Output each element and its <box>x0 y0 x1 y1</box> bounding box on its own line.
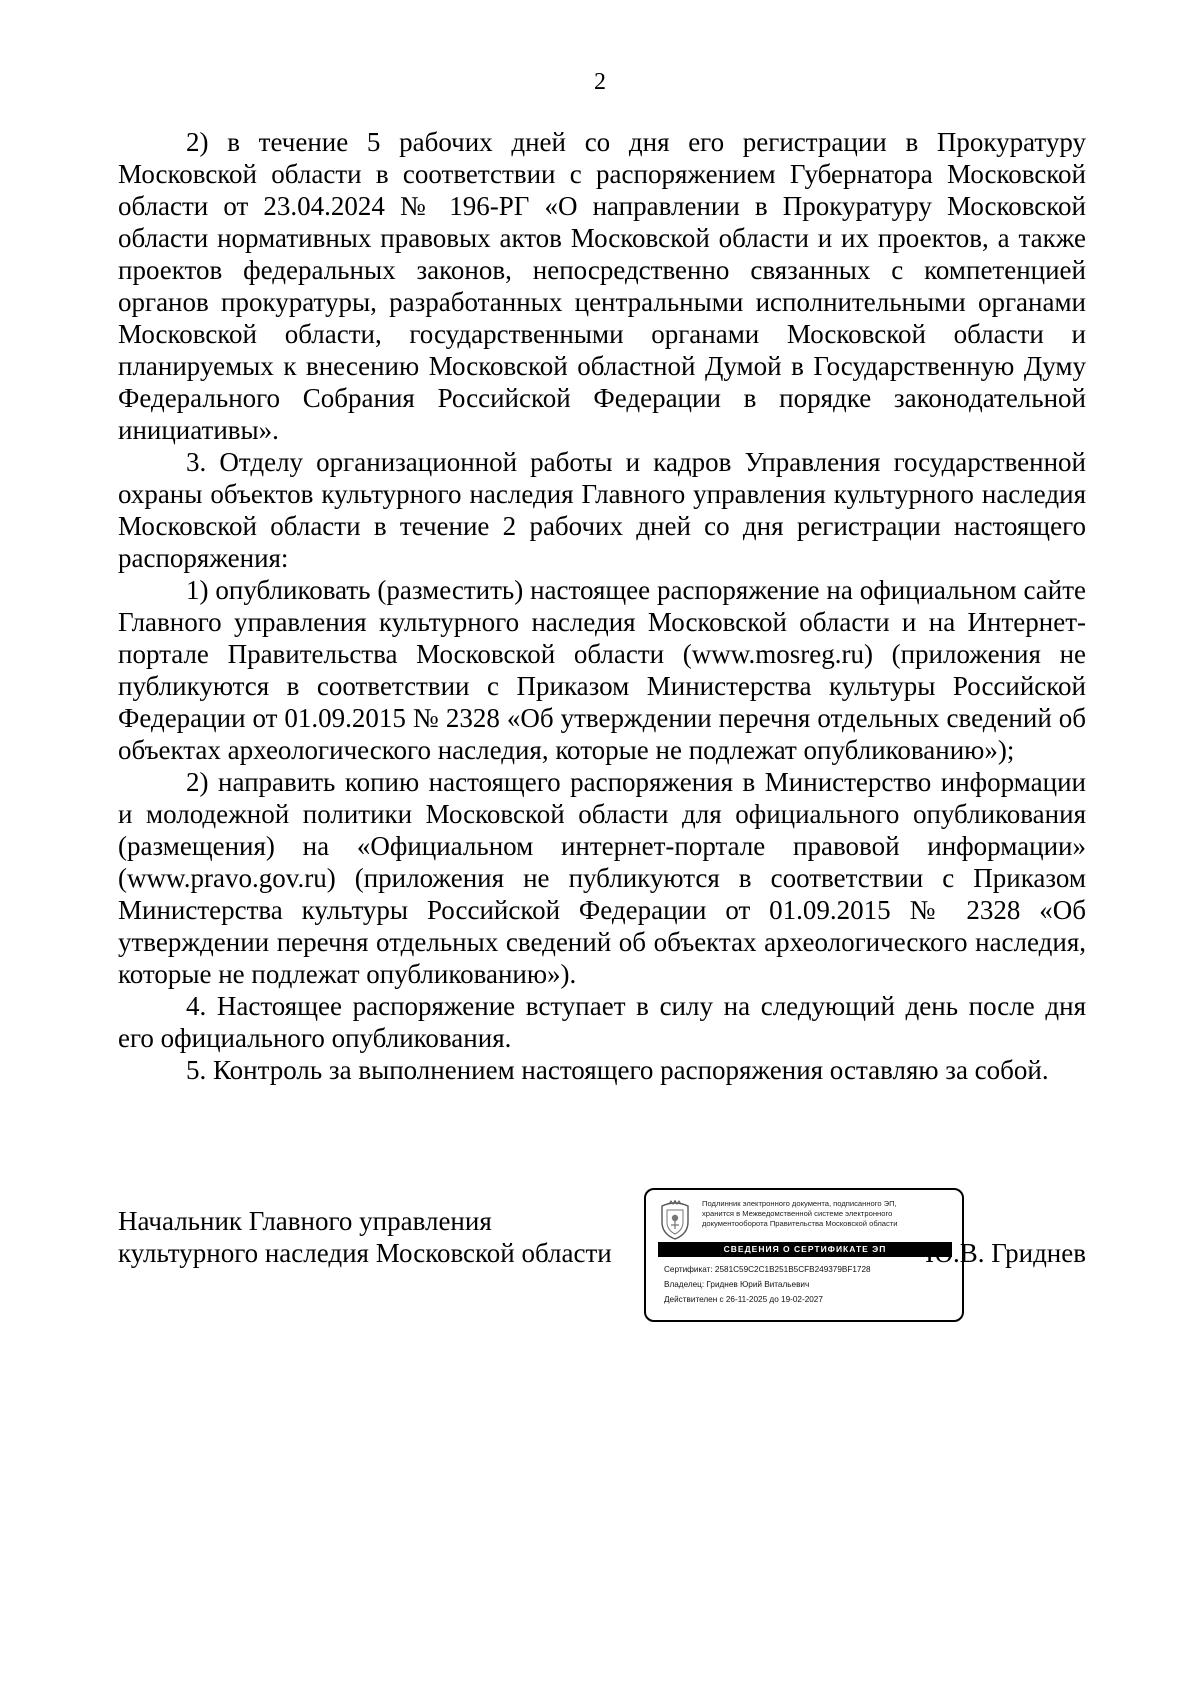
signer-title <box>118 1205 612 1269</box>
stamp-note <box>702 1199 962 1229</box>
stamp-owner: Владелец: Гриднев Юрий Витальевич <box>664 1280 810 1289</box>
paragraph-item-2-prosecutor: 2) в течение 5 рабочих дней со дня его регистрации в Прокуратуру Московской области в соответствии с распоряжением Губернатора Московской области от 23.04.2024 № 196-РГ «О направлении в Прокуратуру Московской области нормативных правовых актов Московской области и их проектов, а также проектов федеральных законов, непосредственно связанных с компетенцией органов прокуратуры, разработанных центральными исполнительными органами Московской области, государственными органами Московской области и планируемых к внесению Московской областной Думой в Государственную Думу Федерального Собрания Российской Федерации в порядке законодательной инициативы». <box>118 127 1086 445</box>
stamp-note-line1: Подлинник электронного документа, подписанного ЭП, <box>702 1199 897 1208</box>
stamp-header: СВЕДЕНИЯ О СЕРТИФИКАТЕ ЭП <box>658 1242 952 1257</box>
signer-title-line1: Начальник Главного управления <box>118 1206 492 1236</box>
electronic-signature-stamp <box>644 1188 964 1322</box>
stamp-note-line3: документооборота Правительства Московской области <box>702 1219 898 1228</box>
paragraph-item-1-publish: 1) опубликовать (разместить) настоящее распоряжение на официальном сайте Главного управления культурного наследия Московской области и на Интернет-портале Правительства Московской области (www.mosreg.ru) (приложения не публикуются в соответствии с Приказом Министерства культуры Российской Федерации от 01.09.2015 № 2328 «Об утверждении перечня отдельных сведений об объектах археологического наследия, которые не подлежат опубликованию»); <box>118 575 1086 765</box>
coat-of-arms-icon <box>658 1200 692 1240</box>
paragraph-section-5: 5. Контроль за выполнением настоящего распоряжения оставляю за собой. <box>186 1055 1049 1085</box>
page-number: 2 <box>594 69 606 95</box>
signature-block <box>118 1199 1086 1325</box>
paragraph-section-3: 3. Отделу организационной работы и кадров Управления государственной охраны объектов культурного наследия Главного управления культурного наследия Московской области в течение 2 рабочих дней со дня регистрации настоящего распоряжения: <box>118 447 1086 573</box>
document-body <box>118 126 1086 1086</box>
stamp-certificate: Сертификат: 2581C59C2C1B251B5CFB249379BF1728 <box>664 1265 871 1274</box>
paragraph-item-2-copy: 2) направить копию настоящего распоряжения в Министерство информации и молодежной политики Московской области для официального опубликования (размещения) на «Официальном интернет-портале правовой информации» (www.pravo.gov.ru) (приложения не публикуются в соответствии с Приказом Министерства культуры Российской Федерации от 01.09.2015 № 2328 «Об утверждении перечня отдельных сведений об объектах археологического наследия, которые не подлежат опубликованию»). <box>118 767 1086 989</box>
paragraph-section-4: 4. Настоящее распоряжение вступает в силу на следующий день после дня его официального опубликования. <box>118 991 1086 1053</box>
signer-title-line2: культурного наследия Московской области <box>118 1238 612 1268</box>
stamp-validity: Действителен с 26-11-2025 до 19-02-2027 <box>664 1295 823 1304</box>
stamp-note-line2: хранится в Межведомственной системе электронного <box>702 1209 893 1218</box>
signer-name: Ю.В. Гриднев <box>925 1238 1086 1268</box>
